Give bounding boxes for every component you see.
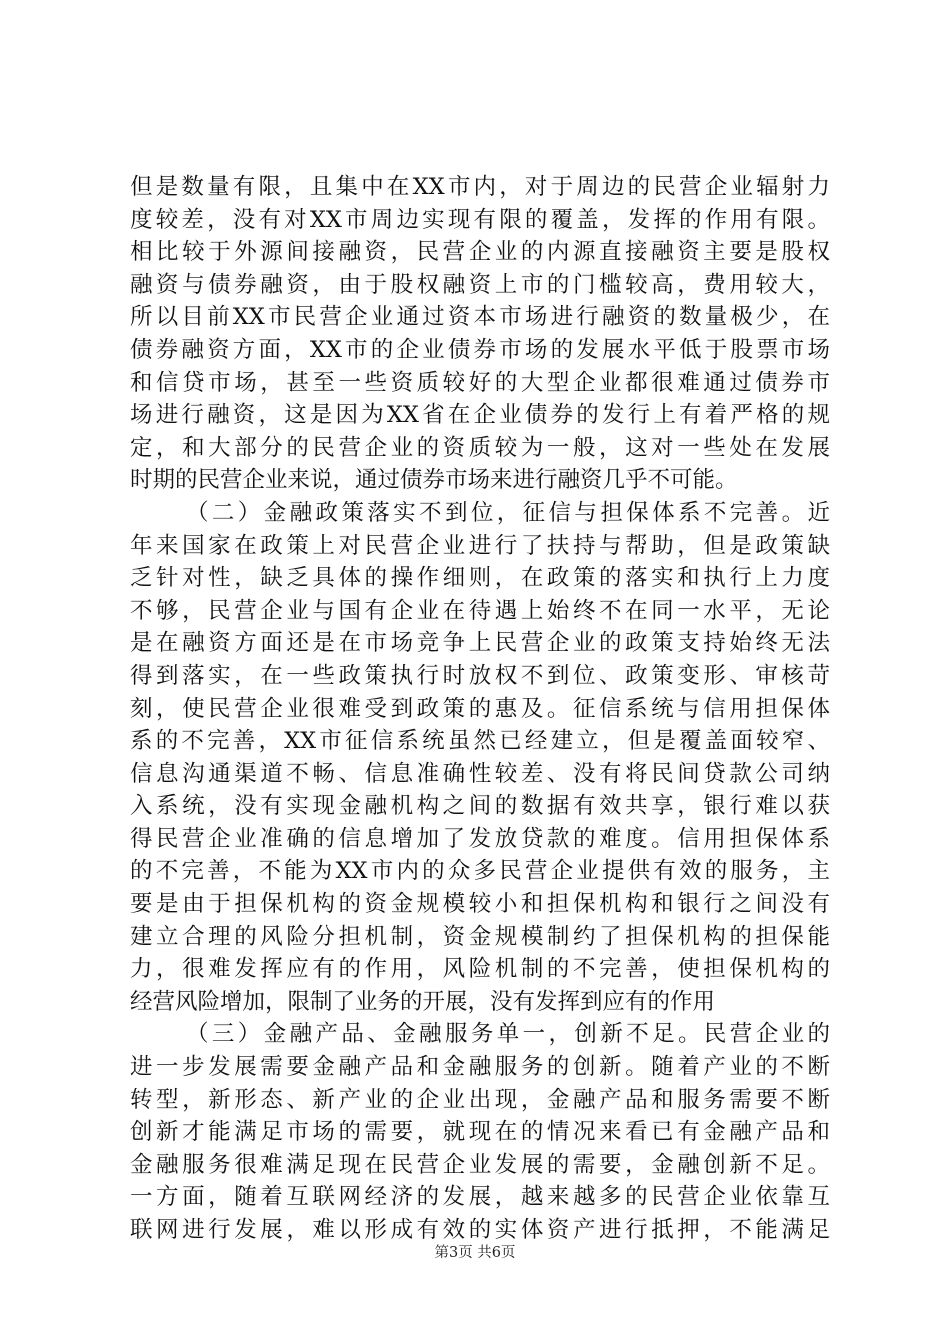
text-line: 融资与债券融资，由于股权融资上市的门槛较高，费用较大，	[130, 271, 830, 298]
page-number-footer: 第3页 共6页	[434, 1245, 516, 1261]
text-line: 建立合理的风险分担机制，资金规模制约了担保机构的担保能	[130, 923, 830, 950]
text-line: 场进行融资，这是因为XX省在企业债券的发行上有着严格的规	[130, 402, 830, 429]
text-line: 一方面，随着互联网经济的发展，越来越多的民营企业依靠互	[130, 1184, 830, 1211]
text-line: 定，和大部分的民营企业的资质较为一般，这对一些处在发展	[130, 434, 830, 461]
section-heading-line: （三）金融产品、金融服务单一，创新不足。民营企业的	[186, 1021, 830, 1048]
text-line: 经营风险增加，限制了业务的开展，没有发挥到应有的作用	[130, 988, 716, 1015]
text-line: 债券融资方面，XX市的企业债券市场的发展水平低于股票市场	[130, 336, 830, 363]
text-line: 度较差，没有对XX市周边实现有限的覆盖，发挥的作用有限。	[130, 206, 830, 233]
text-line: 力，很难发挥应有的作用，风险机制的不完善，使担保机构的	[130, 956, 830, 983]
text-line: 的不完善，不能为XX市内的众多民营企业提供有效的服务，主	[130, 858, 830, 885]
text-line: 创新才能满足市场的需要，就现在的情况来看已有金融产品和	[130, 1119, 830, 1146]
text-line: 乏针对性，缺乏具体的操作细则，在政策的落实和执行上力度	[130, 565, 830, 592]
document-body	[130, 171, 830, 1247]
text-line: 得民营企业准确的信息增加了发放贷款的难度。信用担保体系	[130, 825, 830, 852]
text-line: 信息沟通渠道不畅、信息准确性较差、没有将民间贷款公司纳	[130, 760, 830, 787]
text-line: 和信贷市场，甚至一些资质较好的大型企业都很难通过债券市	[130, 369, 830, 396]
text-line: 系的不完善，XX市征信系统虽然已经建立，但是覆盖面较窄、	[130, 728, 830, 755]
text-line: 时期的民营企业来说，通过债券市场来进行融资几乎不可能。	[130, 467, 738, 494]
text-line: 进一步发展需要金融产品和金融服务的创新。随着产业的不断	[130, 1054, 830, 1081]
text-line: 是在融资方面还是在市场竞争上民营企业的政策支持始终无法	[130, 630, 830, 657]
text-line: 年来国家在政策上对民营企业进行了扶持与帮助，但是政策缺	[130, 532, 830, 559]
text-line: 相比较于外源间接融资，民营企业的内源直接融资主要是股权	[130, 239, 830, 266]
text-line: 刻，使民营企业很难受到政策的惠及。征信系统与信用担保体	[130, 695, 830, 722]
text-line: 不够，民营企业与国有企业在待遇上始终不在同一水平，无论	[130, 597, 830, 624]
text-line: 但是数量有限，且集中在XX市内，对于周边的民营企业辐射力	[130, 174, 830, 200]
text-line: 转型，新形态、新产业的企业出现，金融产品和服务需要不断	[130, 1086, 830, 1113]
text-line: 入系统，没有实现金融机构之间的数据有效共享，银行难以获	[130, 793, 830, 820]
text-line: 金融服务很难满足现在民营企业发展的需要，金融创新不足。	[130, 1151, 830, 1178]
text-line: 所以目前XX市民营企业通过资本市场进行融资的数量极少，在	[130, 304, 830, 331]
text-line: 要是由于担保机构的资金规模较小和担保机构和银行之间没有	[130, 891, 830, 918]
section-heading-line: （二）金融政策落实不到位，征信与担保体系不完善。近	[186, 499, 830, 526]
text-line: 得到落实，在一些政策执行时放权不到位、政策变形、审核苛	[130, 662, 830, 689]
text-line: 联网进行发展，难以形成有效的实体资产进行抵押，不能满足	[130, 1217, 830, 1243]
